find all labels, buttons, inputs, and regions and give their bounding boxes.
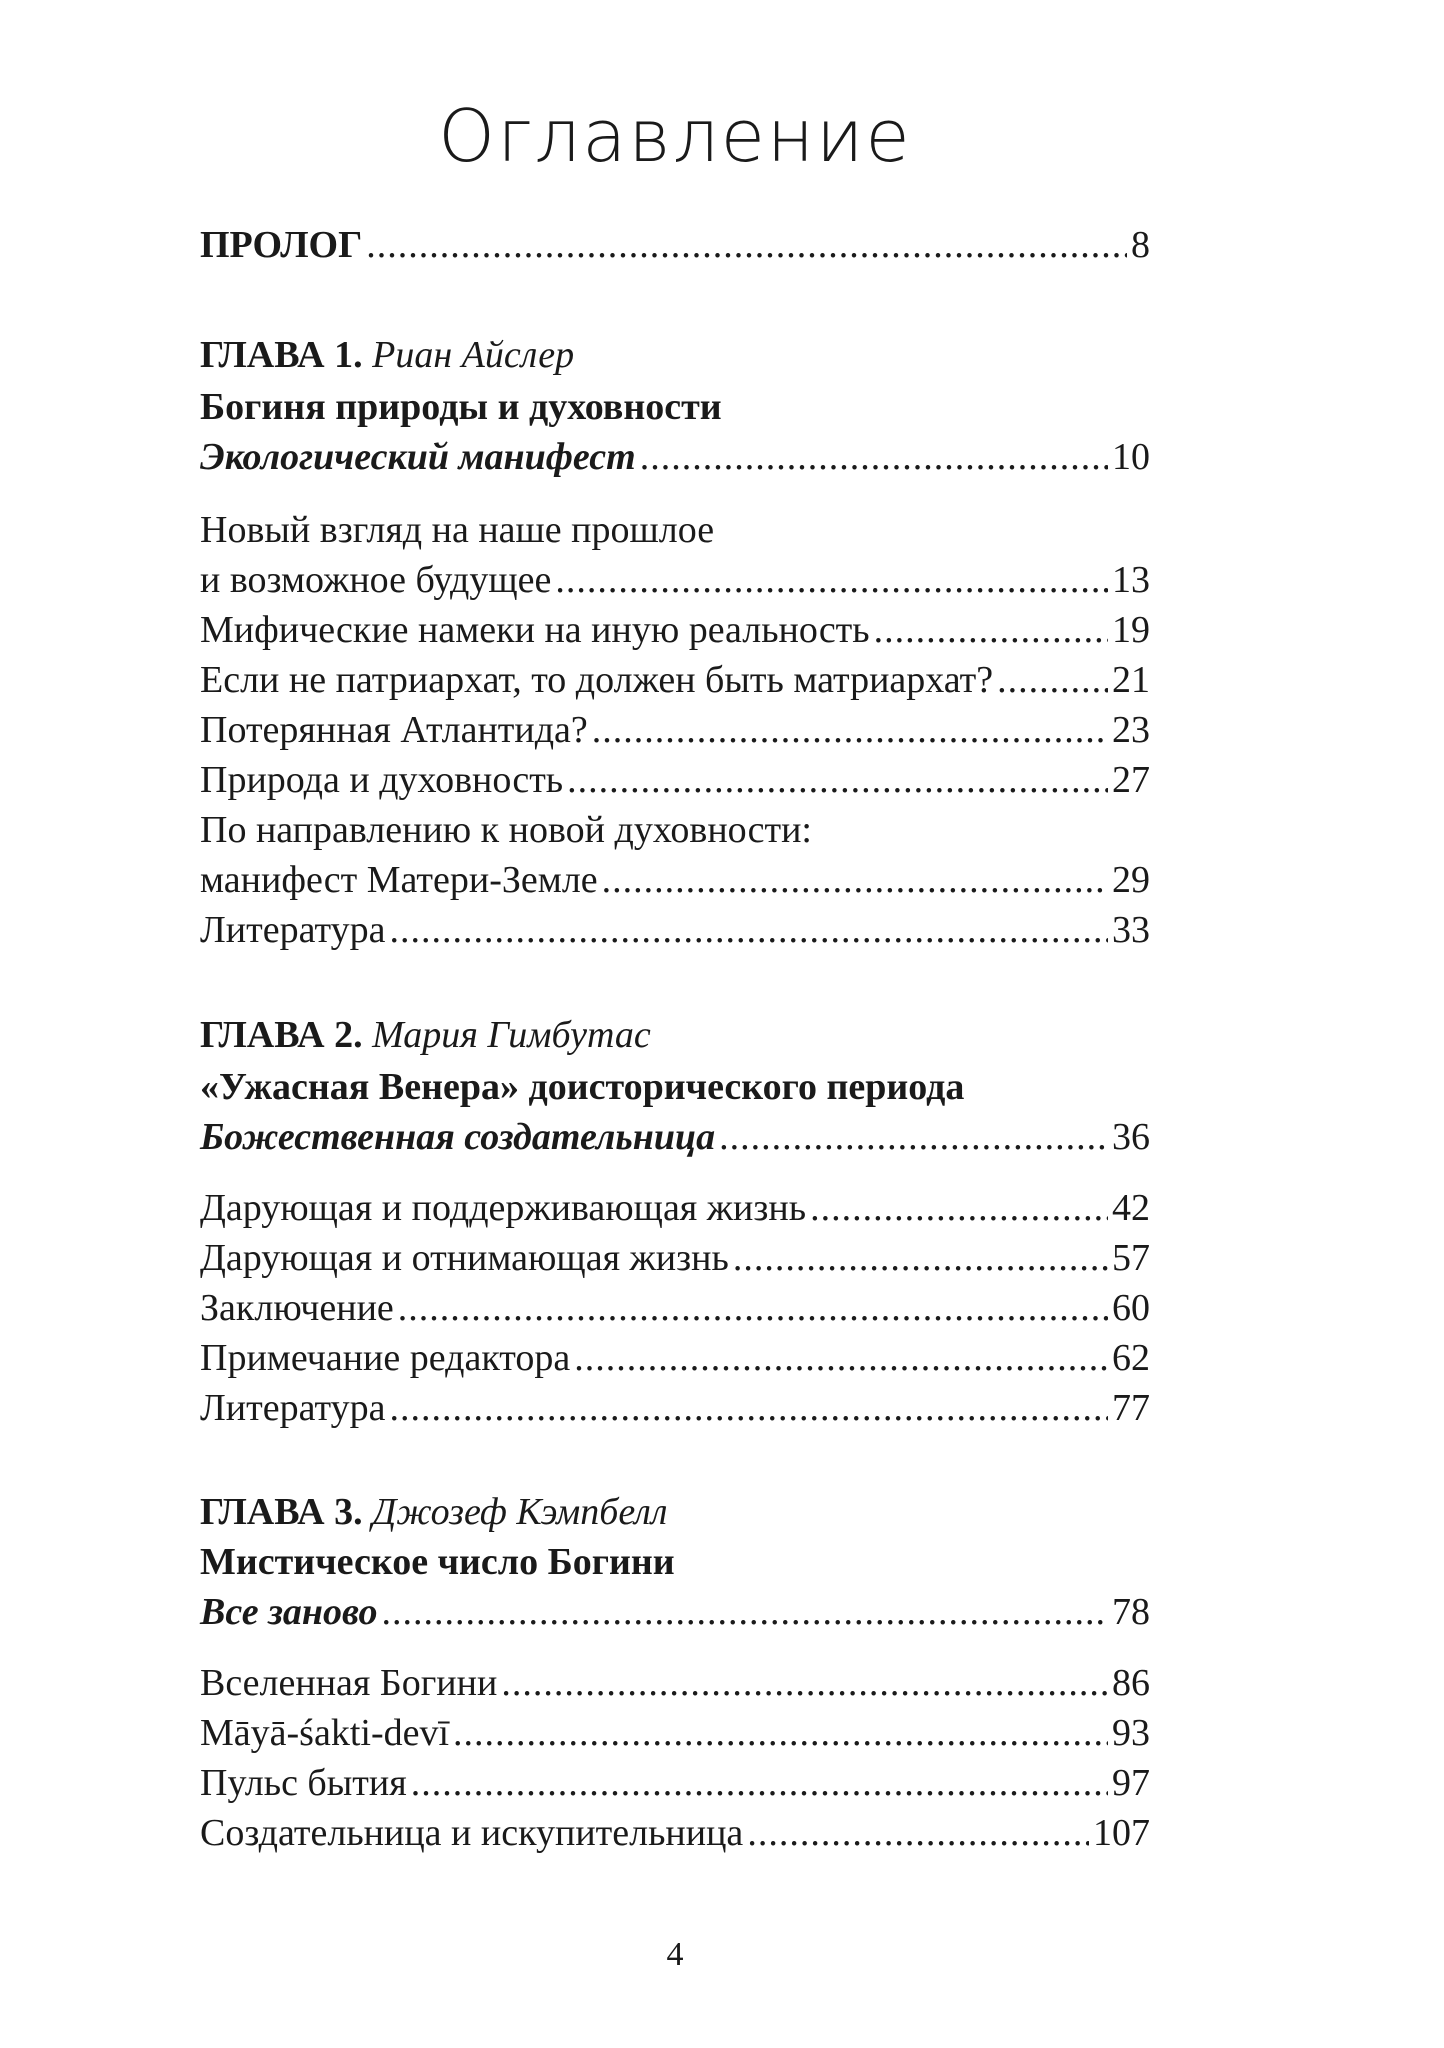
dot-leader bbox=[389, 1383, 1108, 1433]
dot-leader bbox=[719, 1112, 1108, 1162]
chapter-subtitle: Богиня природы и духовности bbox=[200, 386, 722, 428]
toc-entry-label: Потерянная Атлантида? bbox=[200, 709, 588, 751]
toc-entry-label: Заключение bbox=[200, 1287, 394, 1329]
toc-page-number: 19 bbox=[1112, 609, 1150, 651]
toc-entry-label: Пульс бытия bbox=[200, 1762, 407, 1804]
toc-entry bbox=[200, 1333, 1150, 1383]
toc-entry-section bbox=[200, 432, 1150, 482]
dot-leader bbox=[389, 905, 1108, 955]
toc-entry-label: Литература bbox=[200, 1387, 386, 1429]
toc-page-number: 60 bbox=[1112, 1287, 1150, 1329]
toc-page-number: 97 bbox=[1112, 1762, 1150, 1804]
toc-entry bbox=[200, 905, 1150, 955]
toc-page-number: 78 bbox=[1112, 1591, 1150, 1633]
toc-page-number: 13 bbox=[1112, 559, 1150, 601]
chapter-subtitle: «Ужасная Венера» доисторического периода bbox=[200, 1066, 965, 1108]
dot-leader bbox=[592, 705, 1108, 755]
toc-page-number: 93 bbox=[1112, 1712, 1150, 1754]
dot-leader bbox=[501, 1658, 1108, 1708]
chapter-heading bbox=[200, 330, 1150, 380]
toc-page-number: 33 bbox=[1112, 909, 1150, 951]
dot-leader bbox=[398, 1283, 1108, 1333]
toc-entry-label: Мифические намеки на иную реальность bbox=[200, 609, 870, 651]
toc-page-number: 21 bbox=[1112, 659, 1150, 701]
dot-leader bbox=[810, 1183, 1108, 1233]
dot-leader bbox=[453, 1708, 1108, 1758]
toc-entry bbox=[200, 1658, 1150, 1708]
toc-entry-label: Экологический манифест bbox=[200, 436, 636, 478]
toc-entry bbox=[200, 705, 1150, 755]
chapter-number: ГЛАВА 1. bbox=[200, 334, 363, 376]
toc-entry-label: Вселенная Богини bbox=[200, 1662, 498, 1704]
toc-entry bbox=[200, 1708, 1150, 1758]
toc-entry-label: манифест Матери-Земле bbox=[200, 859, 598, 901]
chapter-author: Риан Айслер bbox=[372, 334, 575, 376]
toc-page-number: 57 bbox=[1112, 1237, 1150, 1279]
page-title: Оглавление bbox=[438, 94, 912, 178]
chapter-number: ГЛАВА 3. bbox=[200, 1491, 363, 1533]
toc-entry-label: Божественная создательница bbox=[200, 1116, 716, 1158]
toc-entry-label: Создательница и искупительница bbox=[200, 1812, 744, 1854]
toc-entry-label: Примечание редактора bbox=[200, 1337, 571, 1379]
toc-page-number: 77 bbox=[1112, 1387, 1150, 1429]
toc-page-number: 27 bbox=[1112, 759, 1150, 801]
toc-page-number: 86 bbox=[1112, 1662, 1150, 1704]
dot-leader bbox=[602, 855, 1108, 905]
toc-entry bbox=[200, 655, 1150, 705]
toc-entry bbox=[200, 855, 1150, 905]
toc-entry-label: Все заново bbox=[200, 1591, 378, 1633]
dot-leader bbox=[733, 1233, 1108, 1283]
chapter-heading bbox=[200, 1487, 1150, 1537]
toc-entry-label: Māyā-śakti-devī bbox=[200, 1712, 450, 1754]
toc-entry bbox=[200, 755, 1150, 805]
toc-page-number: 23 bbox=[1112, 709, 1150, 751]
toc-page-number: 42 bbox=[1112, 1187, 1150, 1229]
toc-entry-label: ПРОЛОГ bbox=[200, 224, 363, 266]
toc-page-number: 8 bbox=[1131, 224, 1150, 266]
toc-entry bbox=[200, 1183, 1150, 1233]
dot-leader bbox=[640, 432, 1108, 482]
toc-page-number: 107 bbox=[1093, 1812, 1150, 1854]
toc-entry-prologue bbox=[200, 220, 1150, 270]
toc-entry bbox=[200, 1808, 1150, 1858]
toc-entry bbox=[200, 1283, 1150, 1333]
toc-entry-label: Дарующая и поддерживающая жизнь bbox=[200, 1187, 807, 1229]
toc-entry-section bbox=[200, 1587, 1150, 1637]
toc-page-number: 29 bbox=[1112, 859, 1150, 901]
chapter-author: Мария Гимбутас bbox=[372, 1014, 651, 1056]
toc-page-number: 36 bbox=[1112, 1116, 1150, 1158]
chapter-author: Джозеф Кэмпбелл bbox=[372, 1491, 668, 1533]
chapter-heading bbox=[200, 1010, 1150, 1060]
dot-leader bbox=[747, 1808, 1089, 1858]
toc-entry-label: и возможное будущее bbox=[200, 559, 552, 601]
toc-entry-label: Если не патриархат, то должен быть матриархат? bbox=[200, 659, 994, 701]
dot-leader bbox=[997, 655, 1108, 705]
dot-leader bbox=[366, 220, 1127, 270]
dot-leader bbox=[411, 1758, 1108, 1808]
toc-entry bbox=[200, 1383, 1150, 1433]
toc-page-number: 62 bbox=[1112, 1337, 1150, 1379]
toc-page bbox=[200, 0, 1150, 2048]
toc-entry-section bbox=[200, 1112, 1150, 1162]
toc-entry-line1: По направлению к новой духовности: bbox=[200, 809, 812, 851]
dot-leader bbox=[381, 1587, 1108, 1637]
chapter-subtitle: Мистическое число Богини bbox=[200, 1541, 675, 1583]
toc-page-number: 10 bbox=[1112, 436, 1150, 478]
toc-entry bbox=[200, 555, 1150, 605]
toc-entry-label: Природа и духовность bbox=[200, 759, 564, 801]
dot-leader bbox=[874, 605, 1108, 655]
toc-entry-line1: Новый взгляд на наше прошлое bbox=[200, 509, 715, 551]
page-number: 4 bbox=[666, 1936, 684, 1973]
chapter-number: ГЛАВА 2. bbox=[200, 1014, 363, 1056]
dot-leader bbox=[567, 755, 1108, 805]
dot-leader bbox=[555, 555, 1108, 605]
toc-entry-label: Дарующая и отнимающая жизнь bbox=[200, 1237, 729, 1279]
dot-leader bbox=[574, 1333, 1108, 1383]
toc-entry-label: Литература bbox=[200, 909, 386, 951]
toc-entry bbox=[200, 1758, 1150, 1808]
toc-entry bbox=[200, 1233, 1150, 1283]
toc-entry bbox=[200, 605, 1150, 655]
